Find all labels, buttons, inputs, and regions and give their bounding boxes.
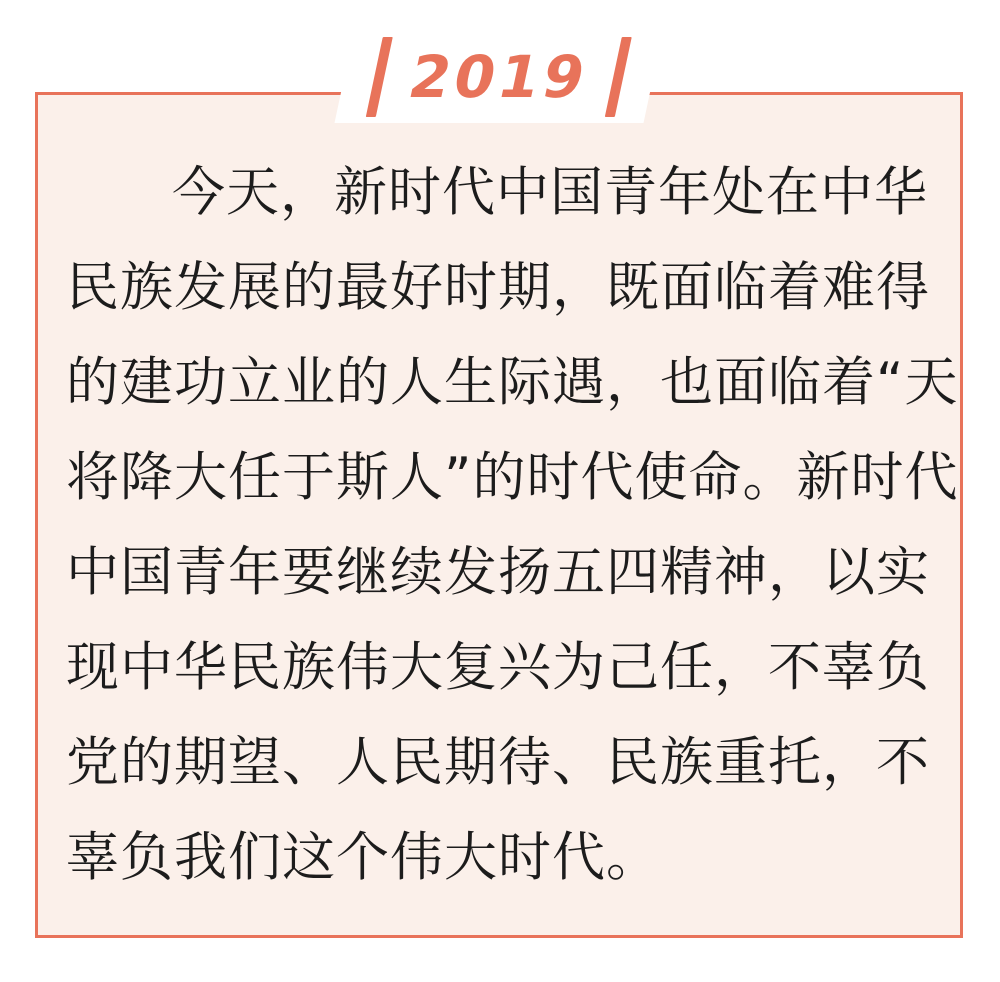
quote-line: 的建功立业的人生际遇，也面临着“天 xyxy=(66,352,959,413)
quote-line: 辜负我们这个伟大时代。 xyxy=(66,827,660,888)
year-left-bar-icon xyxy=(366,37,393,117)
year-text: 2019 xyxy=(403,43,595,111)
quote-line: 党的期望、人民期待、民族重托，不 xyxy=(66,732,930,793)
year-label xyxy=(335,31,664,123)
year-right-bar-icon xyxy=(605,37,632,117)
quote-paragraph xyxy=(38,95,960,905)
quote-line: 现中华民族伟大复兴为己任，不辜负 xyxy=(66,637,930,698)
quote-line: 将降大任于斯人”的时代使命。新时代 xyxy=(66,447,959,508)
quote-line: 民族发展的最好时期，既面临着难得 xyxy=(66,257,930,318)
quote-line: 中国青年要继续发扬五四精神，以实 xyxy=(66,542,930,603)
quote-box xyxy=(35,43,963,938)
quote-line: 今天，新时代中国青年处在中华 xyxy=(172,162,928,223)
